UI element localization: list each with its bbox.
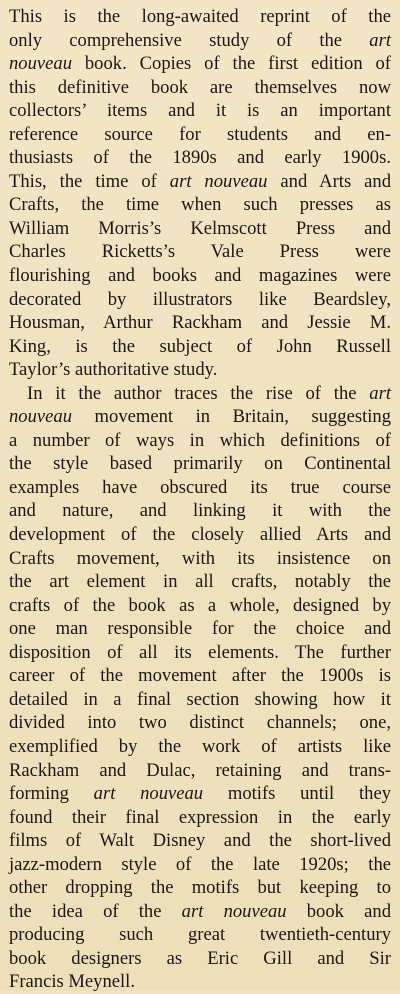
- text-line: [9, 523, 391, 547]
- text-line: [9, 52, 391, 76]
- text-run: this definitive book are themselves now: [9, 76, 391, 98]
- text-line: [9, 429, 391, 453]
- italic-text: art: [369, 382, 391, 404]
- text-line: [9, 123, 391, 147]
- text-line: [9, 570, 391, 594]
- text-run: King, is the subject of John Russell: [9, 335, 391, 357]
- italic-text: art: [369, 29, 391, 51]
- text-run: collectors’ items and it is an important: [9, 100, 391, 122]
- text-run: jazz-modern style of the late 1920s; the: [9, 853, 391, 875]
- text-line: [9, 170, 391, 194]
- italic-text: art nouveau: [181, 900, 287, 922]
- text-line: [9, 900, 391, 924]
- italic-text: nouveau: [9, 406, 72, 428]
- paragraph-1: [9, 5, 391, 382]
- text-run: examples have obscured its true course: [9, 476, 391, 498]
- text-run: and nature, and linking it with the: [9, 500, 391, 522]
- text-run: Francis Meynell.: [9, 971, 135, 993]
- text-run: Taylor’s authoritative study.: [9, 359, 218, 381]
- text-line: [9, 146, 391, 170]
- text-run: forming: [9, 783, 94, 805]
- text-line: [9, 759, 391, 783]
- text-run: exemplified by the work of artists like: [9, 735, 391, 757]
- text-line: [9, 664, 391, 688]
- text-run: detailed in a final section showing how it: [9, 688, 391, 710]
- text-run: movement in Britain, suggesting: [72, 406, 391, 428]
- text-line: [9, 335, 391, 359]
- text-run: the art element in all crafts, notably the: [9, 571, 391, 593]
- text-run: films of Walt Disney and the short-lived: [9, 830, 391, 852]
- text-line: [9, 923, 391, 947]
- text-line: [9, 499, 391, 523]
- text-line: [9, 617, 391, 641]
- text-run: the idea of the: [9, 900, 182, 922]
- text-run: only comprehensive study of the: [9, 29, 370, 51]
- text-line: [9, 782, 391, 806]
- text-run: flourishing and books and magazines were: [9, 265, 391, 287]
- text-line: [9, 217, 391, 241]
- text-run: William Morris’s Kelmscott Press and: [9, 217, 391, 239]
- text-line: [9, 99, 391, 123]
- text-run: the style based primarily on Continental: [9, 453, 391, 475]
- text-run: producing such great twentieth-century: [9, 924, 391, 946]
- text-line: [9, 547, 391, 571]
- text-run: Crafts movement, with its insistence on: [9, 547, 391, 569]
- text-run: thusiasts of the 1890s and early 1900s.: [9, 147, 391, 169]
- text-line: [9, 947, 391, 971]
- text-line: [9, 264, 391, 288]
- text-run: Charles Ricketts’s Vale Press were: [9, 241, 391, 263]
- text-run: book and: [286, 900, 391, 922]
- text-line: [9, 735, 391, 759]
- text-run: This is the long-awaited reprint of the: [9, 6, 391, 27]
- text-run: Housman, Arthur Rackham and Jessie M.: [9, 312, 391, 334]
- text-line: [9, 358, 391, 382]
- text-line: [9, 829, 391, 853]
- italic-text: art nouveau: [93, 783, 204, 805]
- text-run: Crafts, the time when such presses as: [9, 194, 391, 216]
- text-line: [9, 711, 391, 735]
- text-run: This, the time of: [9, 170, 170, 192]
- italic-text: nouveau: [9, 53, 72, 75]
- text-line: [9, 76, 391, 100]
- text-line: [9, 240, 391, 264]
- blurb-text: [9, 5, 391, 994]
- italic-text: art nouveau: [169, 170, 268, 192]
- text-line: [9, 452, 391, 476]
- text-run: other dropping the motifs but keeping to: [9, 877, 391, 899]
- text-line: [9, 970, 391, 994]
- text-line: [9, 806, 391, 830]
- text-run: a number of ways in which definitions of: [9, 429, 391, 451]
- text-run: reference source for students and en-: [9, 123, 391, 145]
- text-line: [9, 29, 391, 53]
- paragraph-2: [9, 382, 391, 994]
- text-line: [9, 382, 391, 406]
- text-line: [9, 594, 391, 618]
- text-line: [9, 876, 391, 900]
- text-run: divided into two distinct channels; one,: [9, 712, 391, 734]
- text-line: [9, 641, 391, 665]
- text-run: found their final expression in the early: [9, 806, 391, 828]
- text-run: career of the movement after the 1900s is: [9, 665, 391, 687]
- text-line: [9, 193, 391, 217]
- text-run: crafts of the book as a whole, designed by: [9, 594, 391, 616]
- text-line: [9, 853, 391, 877]
- text-run: and Arts and: [267, 170, 391, 192]
- text-line: [9, 5, 391, 29]
- text-line: [9, 288, 391, 312]
- text-run: decorated by illustrators like Beardsley,: [9, 288, 391, 310]
- text-run: development of the closely allied Arts and: [9, 524, 391, 546]
- text-line: [9, 476, 391, 500]
- text-run: book. Copies of the first edition of: [72, 53, 391, 75]
- text-run: book designers as Eric Gill and Sir: [9, 947, 391, 969]
- text-run: motifs until they: [203, 783, 391, 805]
- text-run: disposition of all its elements. The further: [9, 641, 391, 663]
- text-line: [9, 405, 391, 429]
- text-line: [9, 688, 391, 712]
- text-line: [9, 311, 391, 335]
- text-run: In it the author traces the rise of the: [27, 382, 370, 404]
- text-run: Rackham and Dulac, retaining and trans-: [9, 759, 391, 781]
- text-run: one man responsible for the choice and: [9, 618, 391, 640]
